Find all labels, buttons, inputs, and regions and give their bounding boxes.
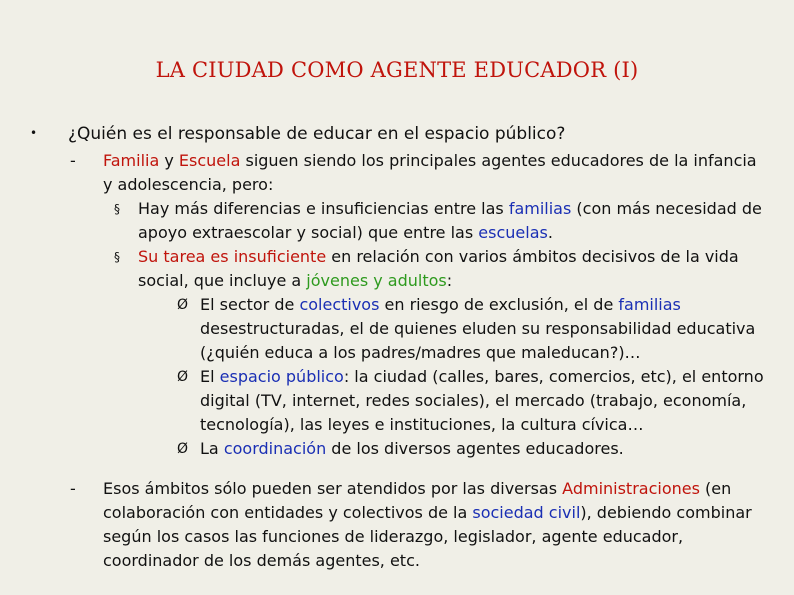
text-run: El xyxy=(200,367,220,386)
text-run: desestructuradas, el de quienes eluden su responsabilidad educativa (¿quién educa a los padres/madres que maleducan?)… xyxy=(200,319,756,362)
highlighted-text-blue: espacio público xyxy=(219,367,344,386)
text-run: siguen siendo los principales agentes educadores de la infancia y adolescencia, pero: xyxy=(103,151,757,194)
arrow-item-1 xyxy=(173,293,770,365)
text-run: La xyxy=(200,439,224,458)
dash-2-text xyxy=(103,477,770,573)
text-run: Hay más diferencias e insuficiencias entre las xyxy=(138,199,509,218)
highlighted-text-blue: coordinación xyxy=(223,439,327,458)
text-run: ), debiendo combinar según los casos las funciones de liderazgo, legislador, agente educador, coordinador de los demás agentes, etc. xyxy=(103,503,752,570)
sublist-item-2 xyxy=(112,245,770,461)
highlighted-text-blue: escuelas xyxy=(478,223,548,242)
arrow-item-3-text xyxy=(200,437,770,461)
arrow-bullet-icon: Ø xyxy=(177,441,189,457)
highlighted-text-blue: sociedad civil xyxy=(472,503,581,522)
bullet-marker: • xyxy=(30,126,38,140)
arrow-list xyxy=(173,293,770,461)
sublist-item-2-text xyxy=(138,245,770,293)
highlighted-text-red: Su tarea es insuficiente xyxy=(138,247,327,266)
square-bullet-icon: § xyxy=(114,202,120,216)
main-bullet xyxy=(30,121,770,146)
text-run: (con más necesidad de apoyo extraescolar y social) que entre las xyxy=(138,199,762,242)
text-run: y xyxy=(159,151,179,170)
highlighted-text-green: jóvenes y adultos xyxy=(306,271,447,290)
arrow-item-3 xyxy=(173,437,770,461)
sublist-1 xyxy=(112,197,770,461)
arrow-bullet-icon: Ø xyxy=(177,369,189,385)
dash-1-text xyxy=(103,149,770,197)
text-run: Esos ámbitos sólo pueden ser atendidos por las diversas xyxy=(103,479,563,498)
arrow-item-1-text xyxy=(200,293,770,365)
main-question: ¿Quién es el responsable de educar en el espacio público? xyxy=(68,124,566,144)
highlighted-text-blue: colectivos xyxy=(299,295,380,314)
text-run: El sector de xyxy=(200,295,300,314)
text-run: : xyxy=(446,271,453,290)
highlighted-text-red: Escuela xyxy=(178,151,241,170)
sublist-item-1-text xyxy=(138,197,770,245)
dash-marker: - xyxy=(70,151,76,170)
highlighted-text-blue: familias xyxy=(508,199,572,218)
highlighted-text-red: Administraciones xyxy=(562,479,700,498)
text-run: de los diversos agentes educadores. xyxy=(326,439,624,458)
arrow-item-2 xyxy=(173,365,770,437)
arrow-bullet-icon: Ø xyxy=(177,297,189,313)
text-run: (en colaboración con entidades y colectivos de la xyxy=(103,479,732,522)
dash-item-2 xyxy=(70,477,770,573)
text-run: en riesgo de exclusión, el de xyxy=(379,295,619,314)
dash-item-1 xyxy=(70,149,770,461)
highlighted-text-blue: familias xyxy=(618,295,681,314)
dash-marker: - xyxy=(70,479,76,498)
sublist-item-1 xyxy=(112,197,770,245)
highlighted-text-red: Familia xyxy=(103,151,160,170)
text-run: . xyxy=(547,223,553,242)
text-run: en relación con varios ámbitos decisivos de la vida social, que incluye a xyxy=(138,247,739,290)
text-run: : la ciudad (calles, bares, comercios, etc), el entorno digital (TV, internet, redes sociales), el mercado (trabajo, economía, tecnología), las leyes e instituciones, la cultura cívica… xyxy=(200,367,764,434)
arrow-item-2-text xyxy=(200,365,770,437)
square-bullet-icon: § xyxy=(114,250,120,264)
slide-title: LA CIUDAD COMO AGENTE EDUCADOR (I) xyxy=(155,58,639,82)
